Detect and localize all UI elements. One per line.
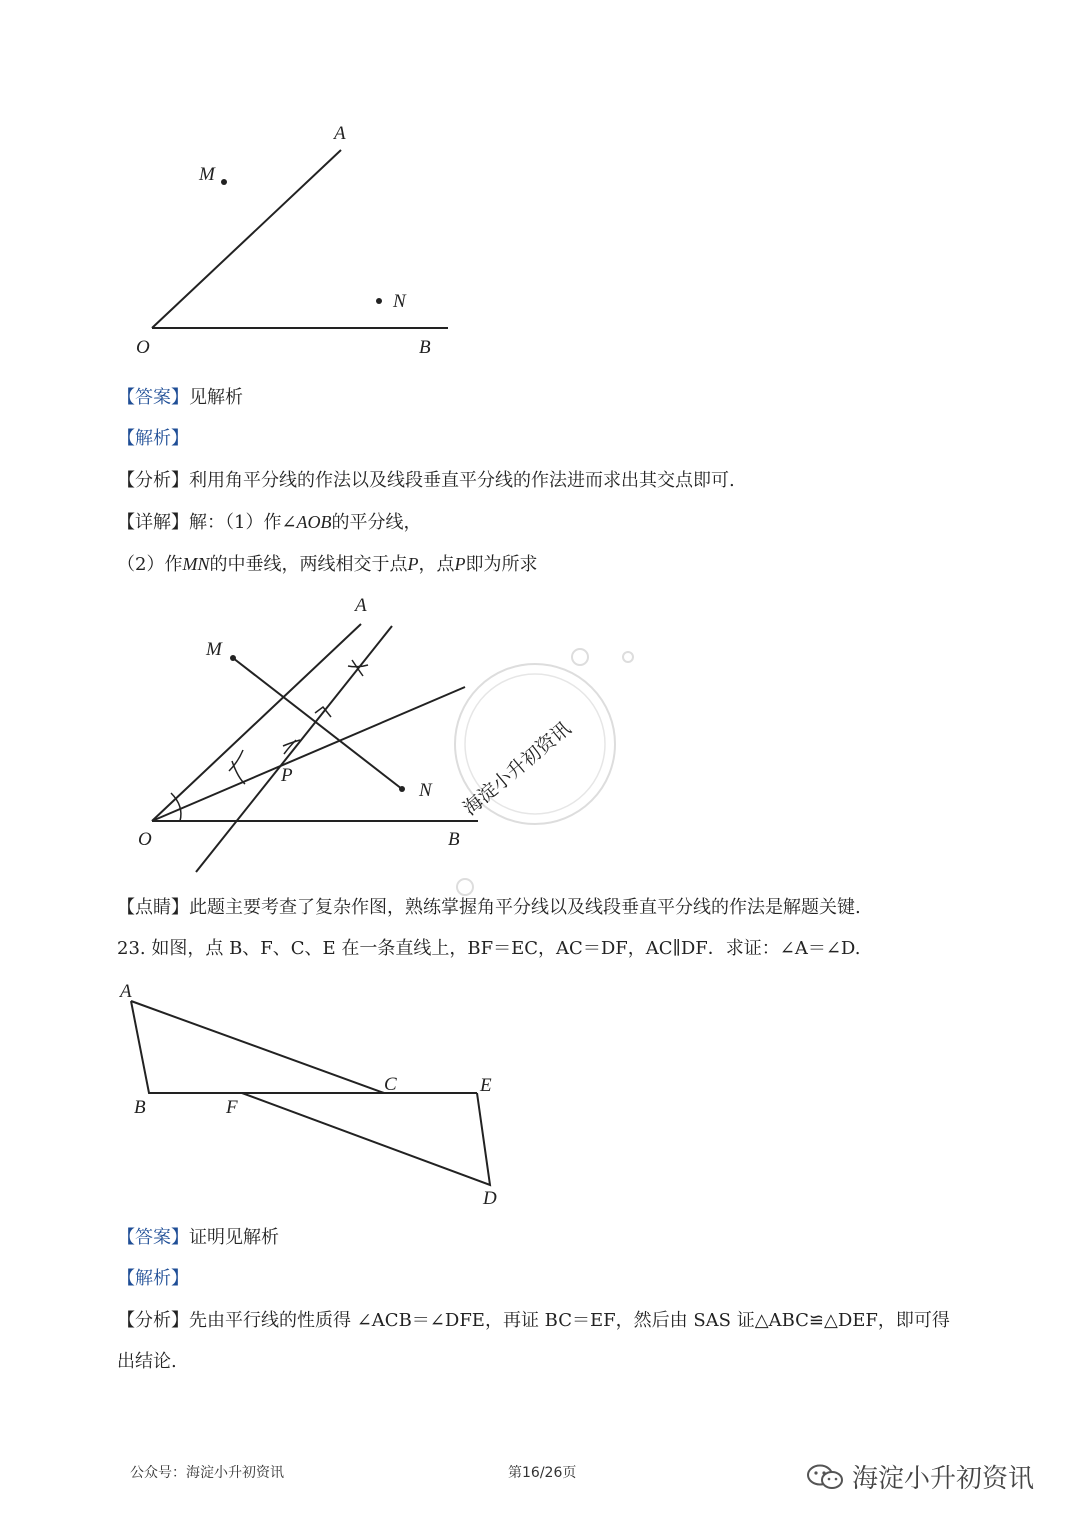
xiangjie-tag: 【详解】 [117, 512, 189, 533]
watermark-dot [457, 879, 473, 895]
point-n [399, 786, 405, 792]
step1-post: 的平分线， [331, 512, 422, 533]
q22-fenxi [117, 469, 735, 493]
jiexi-tag: 【解析】 [117, 428, 189, 449]
label-b: B [448, 829, 460, 850]
q23-fenxi-cont [117, 1350, 177, 1374]
answer-tag: 【答案】 [117, 387, 189, 408]
step2-mid: 的中垂线，两线相交于点 [209, 554, 408, 575]
figure-angle-aob [0, 0, 1080, 370]
segment-mn [233, 658, 402, 789]
answer-text: 证明见解析 [189, 1227, 279, 1248]
arc-mark [348, 665, 368, 667]
arc-mark [284, 740, 296, 754]
fenxi-tag: 【分析】 [117, 470, 189, 491]
step1-var: AOB [296, 512, 332, 532]
answer-text: 见解析 [189, 387, 243, 408]
figure-construction [0, 580, 1080, 890]
watermark [455, 649, 633, 895]
q22-answer [117, 386, 243, 410]
q23-question [117, 937, 860, 961]
label-n: N [393, 291, 406, 312]
point-m [221, 179, 227, 185]
watermark-dot [572, 649, 588, 665]
q22-jiexi [117, 427, 189, 451]
label-o: O [138, 829, 152, 850]
fenxi-tag: 【分析】 [117, 1310, 189, 1331]
jiexi-tag: 【解析】 [117, 1268, 189, 1289]
triangle-def [242, 1093, 490, 1185]
q22-step2 [117, 552, 537, 577]
brand-name: 海淀小升初资讯 [852, 1464, 1035, 1494]
step2-mid2: ，点 [418, 554, 455, 575]
point-n [376, 298, 382, 304]
label-e: E [480, 1075, 492, 1096]
label-a: A [334, 123, 346, 144]
step2-post: 即为所求 [465, 554, 538, 575]
label-p: P [281, 765, 293, 786]
footer-page: 第16/26页 [508, 1465, 577, 1481]
step1-pre: 解：（1）作∠ [189, 512, 297, 533]
arc-mark [232, 761, 245, 784]
label-c: C [384, 1074, 397, 1095]
figure-triangles [0, 975, 1080, 1215]
watermark-text: 海淀小升初资讯 [459, 718, 576, 820]
label-d: D [483, 1188, 497, 1209]
wechat-icon [806, 1463, 846, 1491]
step2-var2: P [407, 554, 419, 574]
label-o: O [136, 337, 150, 358]
label-m: M [199, 164, 215, 185]
triangle-abc [131, 1001, 384, 1093]
dianjing-text: 此题主要考查了复杂作图，熟练掌握角平分线以及线段垂直平分线的作法是解题关键. [189, 897, 861, 918]
watermark-dot [623, 652, 633, 662]
step2-var1: MN [182, 554, 210, 574]
q23-fenxi [117, 1309, 950, 1333]
q22-xiangjie [117, 510, 422, 535]
label-b: B [134, 1097, 146, 1118]
q23-jiexi [117, 1267, 189, 1291]
step2-var3: P [454, 554, 466, 574]
label-m: M [206, 639, 222, 660]
q22-dianjing [117, 896, 861, 920]
footer-left: 公众号：海淀小升初资讯 [130, 1465, 284, 1481]
question-text: 23. 如图，点 B、F、C、E 在一条直线上，BF＝EC，AC＝DF，AC∥DF．求证：∠A＝∠D. [117, 938, 861, 959]
arc-mark [229, 750, 243, 771]
label-f: F [226, 1097, 238, 1118]
label-a: A [120, 981, 132, 1002]
fenxi-text2: 出结论. [117, 1351, 177, 1372]
step2-pre: （2）作 [117, 554, 183, 575]
ray-oa [152, 150, 341, 328]
fenxi-text: 先由平行线的性质得 ∠ACB＝∠DFE，再证 BC＝EF，然后由 SAS 证△ABC≌△DEF，即可得 [189, 1310, 950, 1331]
answer-tag: 【答案】 [117, 1227, 189, 1248]
perpendicular-bisector [196, 626, 392, 872]
fenxi-text: 利用角平分线的作法以及线段垂直平分线的作法进而求出其交点即可. [189, 470, 735, 491]
point-m [230, 655, 236, 661]
label-a: A [355, 595, 367, 616]
ray-oa [152, 624, 361, 821]
label-n: N [419, 780, 432, 801]
q23-answer [117, 1226, 279, 1250]
label-b: B [419, 337, 431, 358]
dianjing-tag: 【点睛】 [117, 897, 189, 918]
